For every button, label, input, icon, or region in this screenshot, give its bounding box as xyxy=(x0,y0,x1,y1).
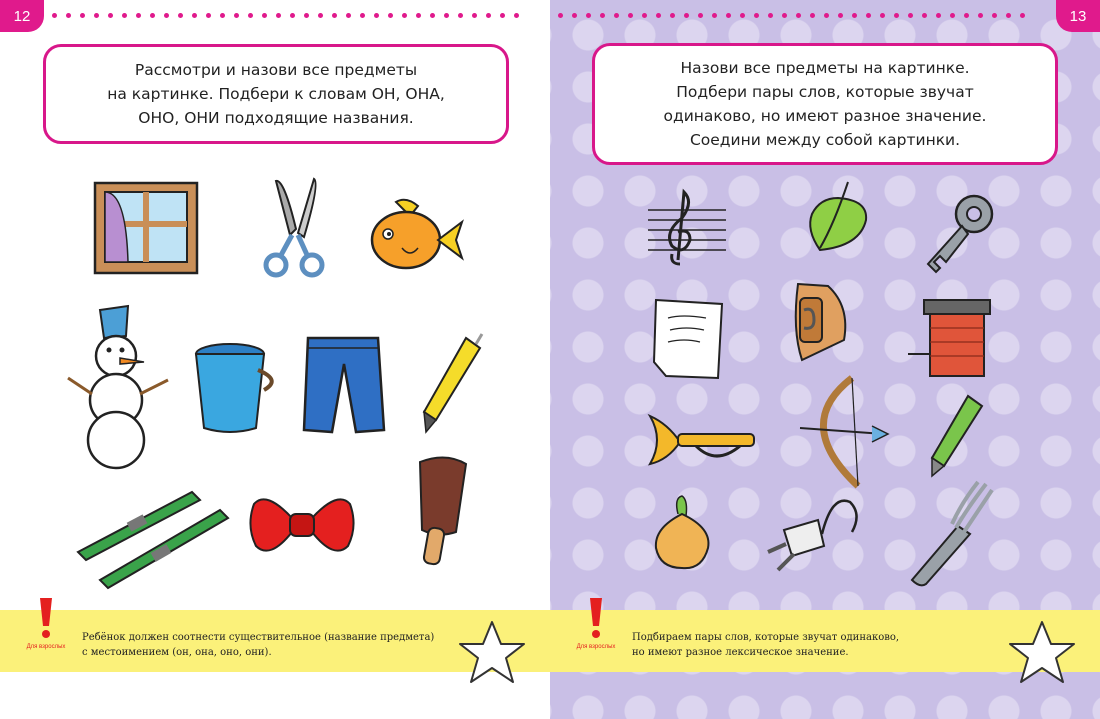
border-dot xyxy=(402,13,407,18)
border-dot xyxy=(304,13,309,18)
border-dot xyxy=(712,13,717,18)
border-dot xyxy=(698,13,703,18)
border-dot xyxy=(500,13,505,18)
border-dot xyxy=(458,13,463,18)
page-number-right: 13 xyxy=(1056,0,1100,32)
lock-icon xyxy=(788,280,852,366)
border-dot xyxy=(1006,13,1011,18)
border-dot xyxy=(346,13,351,18)
border-dot xyxy=(318,13,323,18)
border-dot xyxy=(262,13,267,18)
border-dot xyxy=(908,13,913,18)
leaf-icon xyxy=(804,180,870,252)
border-dot xyxy=(80,13,85,18)
border-dot xyxy=(514,13,519,18)
adult-label: Для взрослых xyxy=(26,644,66,650)
border-dot xyxy=(838,13,843,18)
task-line: одинаково, но имеют разное значение. xyxy=(663,107,987,125)
border-dot xyxy=(642,13,647,18)
border-dot xyxy=(192,13,197,18)
border-dot xyxy=(978,13,983,18)
border-dot xyxy=(796,13,801,18)
border-dot xyxy=(824,13,829,18)
task-box-right xyxy=(592,43,1058,165)
border-dot xyxy=(472,13,477,18)
jeans-icon xyxy=(300,334,388,436)
parent-note-line: Ребёнок должен соотнести существительное (название предмета) xyxy=(82,632,435,643)
border-dot xyxy=(880,13,885,18)
border-dot xyxy=(374,13,379,18)
border-dot xyxy=(150,13,155,18)
parent-note-left xyxy=(82,630,434,660)
border-dot xyxy=(628,13,633,18)
border-dot xyxy=(122,13,127,18)
bow-and-arrow-icon xyxy=(796,374,892,490)
border-dot xyxy=(964,13,969,18)
border-dot xyxy=(740,13,745,18)
task-line: Рассмотри и назови все предметы xyxy=(134,61,418,79)
border-dot xyxy=(614,13,619,18)
border-dot xyxy=(852,13,857,18)
snowman-icon xyxy=(64,300,172,470)
parent-note-line: с местоимением (он, она, оно, они). xyxy=(82,647,272,658)
border-dot xyxy=(430,13,435,18)
border-dot xyxy=(220,13,225,18)
border-dot xyxy=(726,13,731,18)
pen-icon xyxy=(928,392,990,478)
border-dot xyxy=(768,13,773,18)
skis-icon xyxy=(74,488,234,590)
border-dot xyxy=(894,13,899,18)
border-dot xyxy=(136,13,141,18)
border-dot xyxy=(164,13,169,18)
border-dot xyxy=(950,13,955,18)
fish-icon xyxy=(366,196,464,278)
window-icon xyxy=(92,180,200,276)
dotted-border-top-left xyxy=(52,13,519,19)
paper-sheet-icon xyxy=(652,296,726,382)
border-dot xyxy=(572,13,577,18)
bow-icon xyxy=(248,490,356,560)
border-dot xyxy=(782,13,787,18)
pen-icon xyxy=(418,332,488,436)
exclamation-icon xyxy=(576,596,616,656)
border-dot xyxy=(290,13,295,18)
right-page xyxy=(550,0,1100,719)
star-icon xyxy=(458,620,526,684)
border-dot xyxy=(486,13,491,18)
border-dot xyxy=(656,13,661,18)
border-dot xyxy=(684,13,689,18)
parent-note-line: но имеют разное лексическое значение. xyxy=(632,647,849,658)
border-dot xyxy=(66,13,71,18)
border-dot xyxy=(276,13,281,18)
border-dot xyxy=(866,13,871,18)
key-icon xyxy=(918,192,1000,282)
fork-icon xyxy=(906,480,998,590)
parent-note-right xyxy=(632,630,899,660)
treble-clef-icon xyxy=(646,188,728,266)
border-dot xyxy=(94,13,99,18)
plug-icon xyxy=(762,494,864,580)
scissors-icon xyxy=(262,175,328,279)
border-dot xyxy=(178,13,183,18)
border-dot xyxy=(586,13,591,18)
task-line: ОНО, ОНИ подходящие названия. xyxy=(138,109,414,127)
border-dot xyxy=(332,13,337,18)
border-dot xyxy=(108,13,113,18)
border-dot xyxy=(992,13,997,18)
chimney-icon xyxy=(908,296,994,382)
border-dot xyxy=(754,13,759,18)
task-line: на картинке. Подбери к словам ОН, ОНА, xyxy=(107,85,445,103)
ice-cream-icon xyxy=(406,452,472,568)
border-dot xyxy=(360,13,365,18)
star-icon xyxy=(1008,620,1076,684)
adult-label: Для взрослых xyxy=(576,644,616,650)
onion-icon xyxy=(652,494,714,574)
border-dot xyxy=(936,13,941,18)
border-dot xyxy=(234,13,239,18)
border-dot xyxy=(670,13,675,18)
border-dot xyxy=(248,13,253,18)
border-dot xyxy=(600,13,605,18)
task-box-left xyxy=(43,44,509,144)
bucket-icon xyxy=(192,340,274,436)
border-dot xyxy=(206,13,211,18)
parent-note-line: Подбираем пары слов, которые звучат одинаково, xyxy=(632,632,900,643)
border-dot xyxy=(388,13,393,18)
task-line: Назови все предметы на картинке. xyxy=(680,59,970,77)
border-dot xyxy=(1020,13,1025,18)
border-dot xyxy=(558,13,563,18)
exclamation-icon xyxy=(26,596,66,656)
border-dot xyxy=(52,13,57,18)
border-dot xyxy=(922,13,927,18)
dotted-border-top-right xyxy=(558,13,1025,19)
trumpet-icon xyxy=(646,408,760,472)
border-dot xyxy=(416,13,421,18)
border-dot xyxy=(444,13,449,18)
task-line: Подбери пары слов, которые звучат xyxy=(676,83,974,101)
page-number-left: 12 xyxy=(0,0,44,32)
task-line: Соедини между собой картинки. xyxy=(689,131,961,149)
border-dot xyxy=(810,13,815,18)
